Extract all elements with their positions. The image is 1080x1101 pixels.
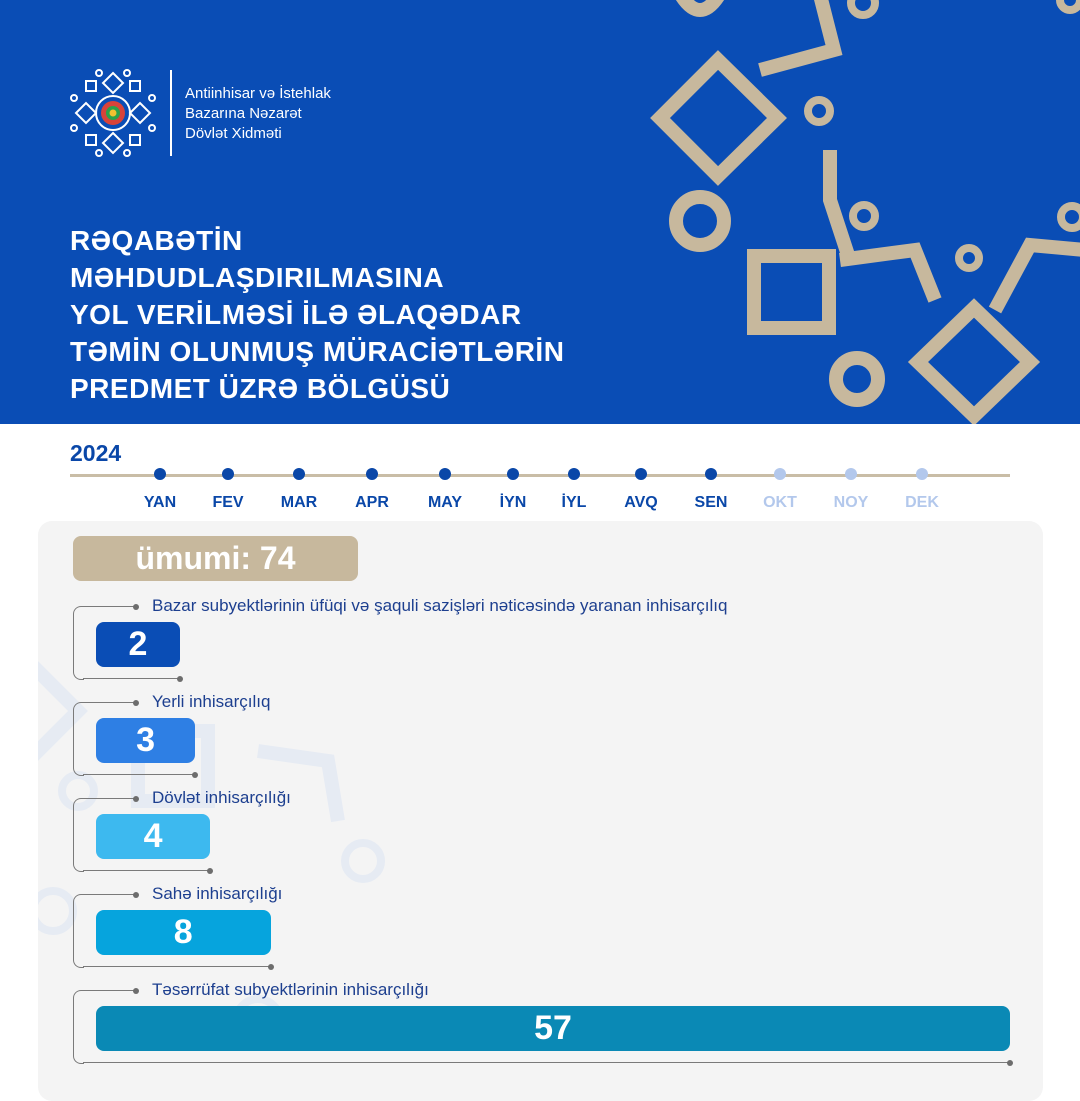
- org-name-line: Antiinhisar və İstehlak: [185, 85, 331, 102]
- month-label: SEN: [694, 494, 728, 511]
- month-11: [821, 468, 881, 512]
- category-bracket: [73, 894, 84, 968]
- timeline-year: 2024: [70, 440, 122, 466]
- month-12: [892, 468, 952, 512]
- bracket-top-line: [83, 798, 136, 799]
- bracket-top-line: [83, 894, 136, 895]
- category-label: Yerli inhisarçılıq: [152, 692, 271, 711]
- bracket-top-dot: [133, 796, 139, 802]
- page-title: [70, 222, 670, 407]
- bar: 4: [96, 814, 210, 859]
- title-line: YOL VERİLMƏSİ İLƏ ƏLAQƏDAR: [70, 299, 522, 330]
- bar: 2: [96, 622, 180, 667]
- bracket-bottom-dot: [268, 964, 274, 970]
- title-line: MƏHDUDLAŞDIRILMASINA: [70, 262, 445, 293]
- month-dot: [154, 468, 166, 480]
- category-bracket: [73, 606, 84, 680]
- month-10: [750, 468, 810, 512]
- month-dot: [222, 468, 234, 480]
- title-line: PREDMET ÜZRƏ BÖLGÜSÜ: [70, 373, 451, 404]
- month-6: [483, 468, 543, 512]
- month-label: İYL: [561, 494, 587, 511]
- total-badge: ümumi: 74: [73, 536, 358, 581]
- month-7: [544, 468, 604, 512]
- bracket-top-line: [83, 990, 136, 991]
- month-label: FEV: [212, 494, 244, 511]
- logo-emblem-icon: [66, 68, 161, 158]
- month-dot: [845, 468, 857, 480]
- organization-name: [185, 84, 331, 144]
- month-2: [198, 468, 258, 512]
- category-label: Təsərrüfat subyektlərinin inhisarçılığı: [152, 980, 429, 999]
- month-dot: [507, 468, 519, 480]
- category-label: Bazar subyektlərinin üfüqi və şaquli sazişləri nəticəsində yaranan inhisarçılıq: [152, 596, 728, 615]
- month-dot: [705, 468, 717, 480]
- month-label: MAR: [280, 494, 318, 511]
- bracket-top-line: [83, 702, 136, 703]
- category-bracket: [73, 702, 84, 776]
- month-dot: [568, 468, 580, 480]
- month-label: AVQ: [624, 494, 658, 511]
- bracket-top-line: [83, 606, 136, 607]
- bracket-bottom-line: [83, 966, 271, 967]
- category-label: Dövlət inhisarçılığı: [152, 788, 291, 807]
- bar: 57: [96, 1006, 1010, 1051]
- month-5: [415, 468, 475, 512]
- month-label: MAY: [427, 494, 463, 511]
- month-label: İYN: [499, 494, 527, 511]
- month-dot: [439, 468, 451, 480]
- month-1: [130, 468, 190, 512]
- bar: 8: [96, 910, 271, 955]
- month-label: APR: [355, 494, 389, 511]
- month-3: [269, 468, 329, 512]
- month-label: YAN: [143, 494, 177, 511]
- org-name-line: Dövlət Xidməti: [185, 125, 282, 142]
- month-dot: [366, 468, 378, 480]
- bracket-top-dot: [133, 604, 139, 610]
- org-name-line: Bazarına Nəzarət: [185, 105, 302, 122]
- title-line: TƏMİN OLUNMUŞ MÜRACİƏTLƏRİN: [70, 336, 565, 367]
- month-8: [611, 468, 671, 512]
- header-banner: [0, 0, 1080, 424]
- month-dot: [774, 468, 786, 480]
- bracket-top-dot: [133, 892, 139, 898]
- bracket-bottom-dot: [177, 676, 183, 682]
- category-bracket: [73, 990, 84, 1064]
- category-bracket: [73, 798, 84, 872]
- bracket-bottom-dot: [1007, 1060, 1013, 1066]
- bracket-top-dot: [133, 988, 139, 994]
- category-label: Sahə inhisarçılığı: [152, 884, 283, 903]
- month-label: DEK: [905, 494, 939, 511]
- month-label: OKT: [763, 494, 797, 511]
- bracket-bottom-line: [83, 678, 180, 679]
- logo-divider: [170, 70, 172, 156]
- bar: 3: [96, 718, 195, 763]
- month-dot: [635, 468, 647, 480]
- month-dot: [293, 468, 305, 480]
- bracket-bottom-line: [83, 870, 210, 871]
- month-label: NOY: [833, 494, 869, 511]
- month-dot: [916, 468, 928, 480]
- bracket-bottom-line: [83, 1062, 1010, 1063]
- bracket-bottom-line: [83, 774, 195, 775]
- month-9: [681, 468, 741, 512]
- bracket-top-dot: [133, 700, 139, 706]
- month-4: [342, 468, 402, 512]
- title-line: RƏQABƏTİN: [70, 225, 243, 256]
